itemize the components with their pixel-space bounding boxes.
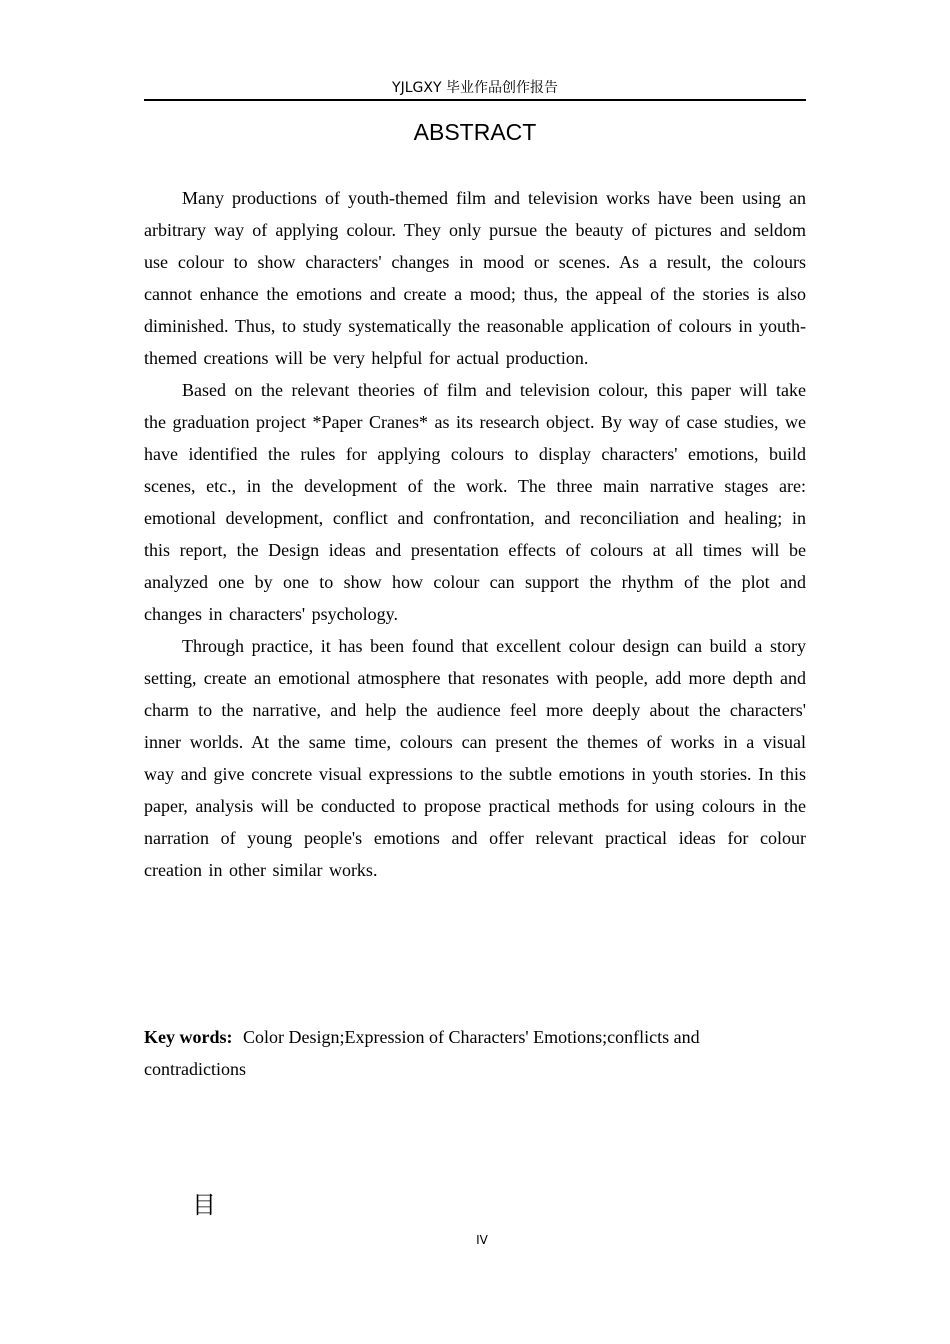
keywords	[144, 1021, 806, 1085]
keywords-label: Key words:	[144, 1027, 233, 1047]
running-header: YJLGXY 毕业作品创作报告	[392, 80, 558, 96]
abstract-paragraph-1: Many productions of youth-themed film and television works have been using an arbitrary way of applying colour. They only pursue the beauty of pictures and seldom use colour to show characters' changes in mood or scenes. As a result, the colours cannot enhance the emotions and create a mood; thus, the appeal of the stories is also diminished. Thus, to study systematically the reasonable application of colours in youth-themed creations will be very helpful for actual production.	[144, 188, 806, 368]
keywords-text: Color Design;Expression of Characters' Emotions;conflicts and contradictions	[144, 1027, 700, 1079]
abstract-paragraph-3: Through practice, it has been found that excellent colour design can build a story setting, create an emotional atmosphere that resonates with people, add more depth and charm to the narrative, and help the audience feel more deeply about the characters' inner worlds. At the same time, colours can present the themes of works in a visual way and give concrete visual expressions to the subtle emotions in youth stories. In this paper, analysis will be conducted to propose practical methods for using colours in the narration of young people's emotions and offer relevant practical ideas for colour creation in other similar works.	[144, 636, 806, 880]
toc-heading-fragment: 目	[192, 1191, 216, 1219]
header-rule	[144, 99, 806, 101]
abstract-body	[144, 182, 806, 886]
page-number: IV	[476, 1233, 488, 1247]
abstract-title: ABSTRACT	[413, 119, 537, 145]
abstract-paragraph-2: Based on the relevant theories of film and television colour, this paper will take the graduation project *Paper Cranes* as its research object. By way of case studies, we have identified the rules for applying colours to display characters' emotions, build scenes, etc., in the development of the work. The three main narrative stages are: emotional development, conflict and confrontation, and reconciliation and healing; in this report, the Design ideas and presentation effects of colours at all times will be analyzed one by one to show how colour can support the rhythm of the plot and changes in characters' psychology.	[144, 380, 806, 624]
